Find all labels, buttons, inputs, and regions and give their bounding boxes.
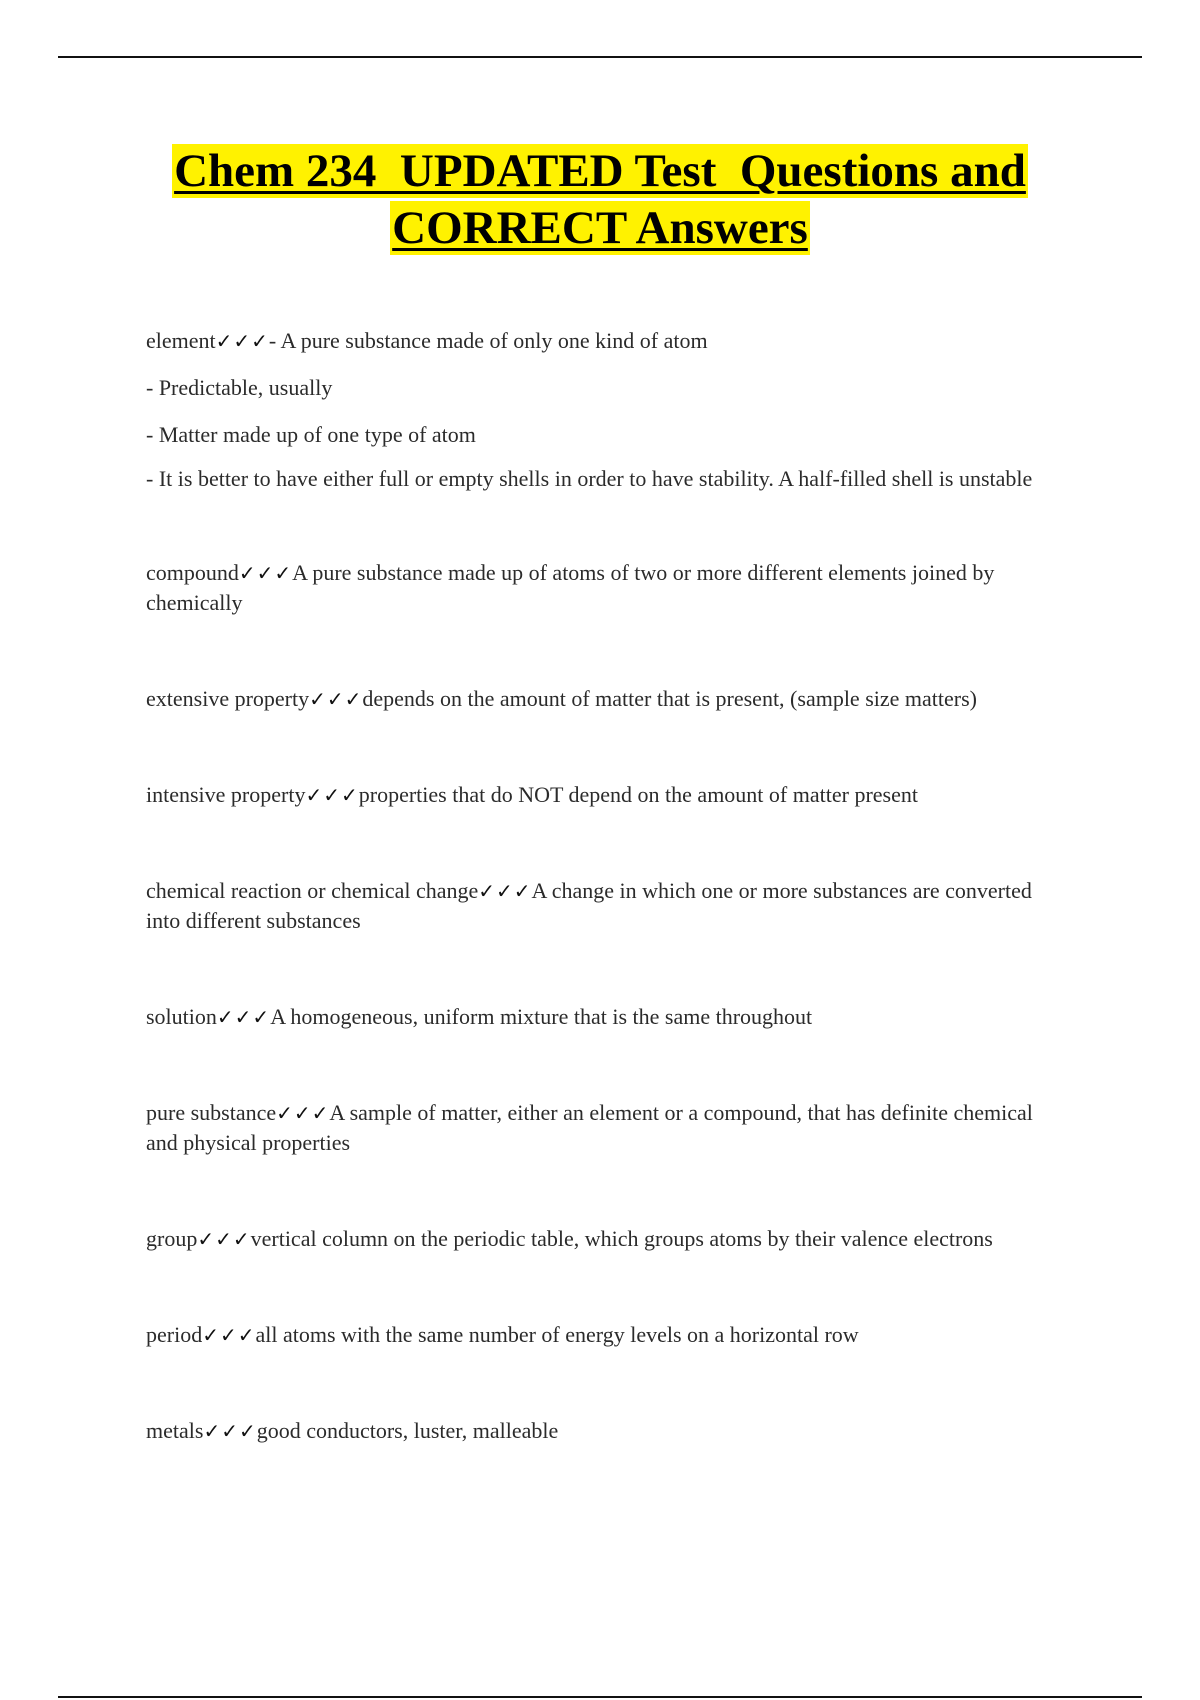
check-marks-icon: ✓✓✓: [276, 1101, 330, 1125]
entry-definition: all atoms with the same number of energy levels on a horizontal row: [255, 1322, 859, 1347]
entry-compound: [146, 558, 1066, 618]
entry-extensive-property: [146, 684, 1066, 714]
check-marks-icon: ✓✓✓: [216, 1005, 271, 1029]
entry-definition: properties that do NOT depend on the amount of matter present: [358, 782, 918, 807]
entry-pure-substance: [146, 1098, 1066, 1158]
check-marks-icon: ✓✓✓: [478, 879, 532, 903]
entry-element: [146, 326, 1066, 494]
entry-term: intensive property: [146, 782, 306, 807]
entry-term: pure substance: [146, 1100, 277, 1125]
entry-definition: - A pure substance made of only one kind of atom: [268, 328, 708, 353]
entry-definition: vertical column on the periodic table, which groups atoms by their valence electrons: [250, 1226, 993, 1251]
entry-metals: [146, 1416, 1066, 1446]
document-title: [0, 144, 1200, 255]
top-rule: [58, 56, 1142, 58]
check-marks-icon: ✓✓✓: [203, 1419, 257, 1443]
title-line-1: Chem 234 UPDATED Test Questions and: [174, 145, 1026, 197]
entry-term: group: [146, 1226, 198, 1251]
entry-group: [146, 1224, 1066, 1254]
entry-definition: A change in which one or more substances are converted into different substances: [146, 878, 1032, 933]
entry-period: [146, 1320, 1066, 1350]
check-marks-icon: ✓✓✓: [202, 1323, 256, 1347]
check-marks-icon: ✓✓✓: [197, 1227, 251, 1251]
check-marks-icon: ✓✓✓: [215, 329, 269, 353]
title-line-2: CORRECT Answers: [392, 202, 808, 254]
check-marks-icon: ✓✓✓: [305, 783, 359, 807]
entry-definition: depends on the amount of matter that is present, (sample size matters): [362, 686, 977, 711]
bottom-rule: [58, 1696, 1142, 1698]
entry-intensive-property: [146, 780, 1066, 810]
entry-term: chemical reaction or chemical change: [146, 878, 479, 903]
entry-solution: [146, 1002, 1066, 1032]
entry-term: extensive property: [146, 686, 310, 711]
entry-term: solution: [146, 1004, 217, 1029]
entry-definition: A sample of matter, either an element or a compound, that has definite chemical and physical properties: [146, 1100, 1033, 1155]
check-marks-icon: ✓✓✓: [309, 687, 363, 711]
entry-definition: A pure substance made up of atoms of two or more different elements joined by chemically: [146, 560, 995, 615]
entry-definition: good conductors, luster, malleable: [256, 1418, 559, 1443]
entry-term: metals: [146, 1418, 204, 1443]
entry-extra-line: - Predictable, usually: [146, 375, 333, 400]
check-marks-icon: ✓✓✓: [238, 561, 293, 585]
qa-list: [146, 326, 1066, 1446]
entry-chemical-reaction: [146, 876, 1066, 936]
entry-extra-line: - Matter made up of one type of atom: [146, 422, 476, 447]
entry-extra-line: - It is better to have either full or empty shells in order to have stability. A half-filled shell is unstable: [146, 466, 1033, 491]
entry-term: period: [146, 1322, 203, 1347]
entry-definition: A homogeneous, uniform mixture that is the same throughout: [270, 1004, 813, 1029]
entry-term: compound: [146, 560, 239, 585]
entry-term: element: [146, 328, 216, 353]
